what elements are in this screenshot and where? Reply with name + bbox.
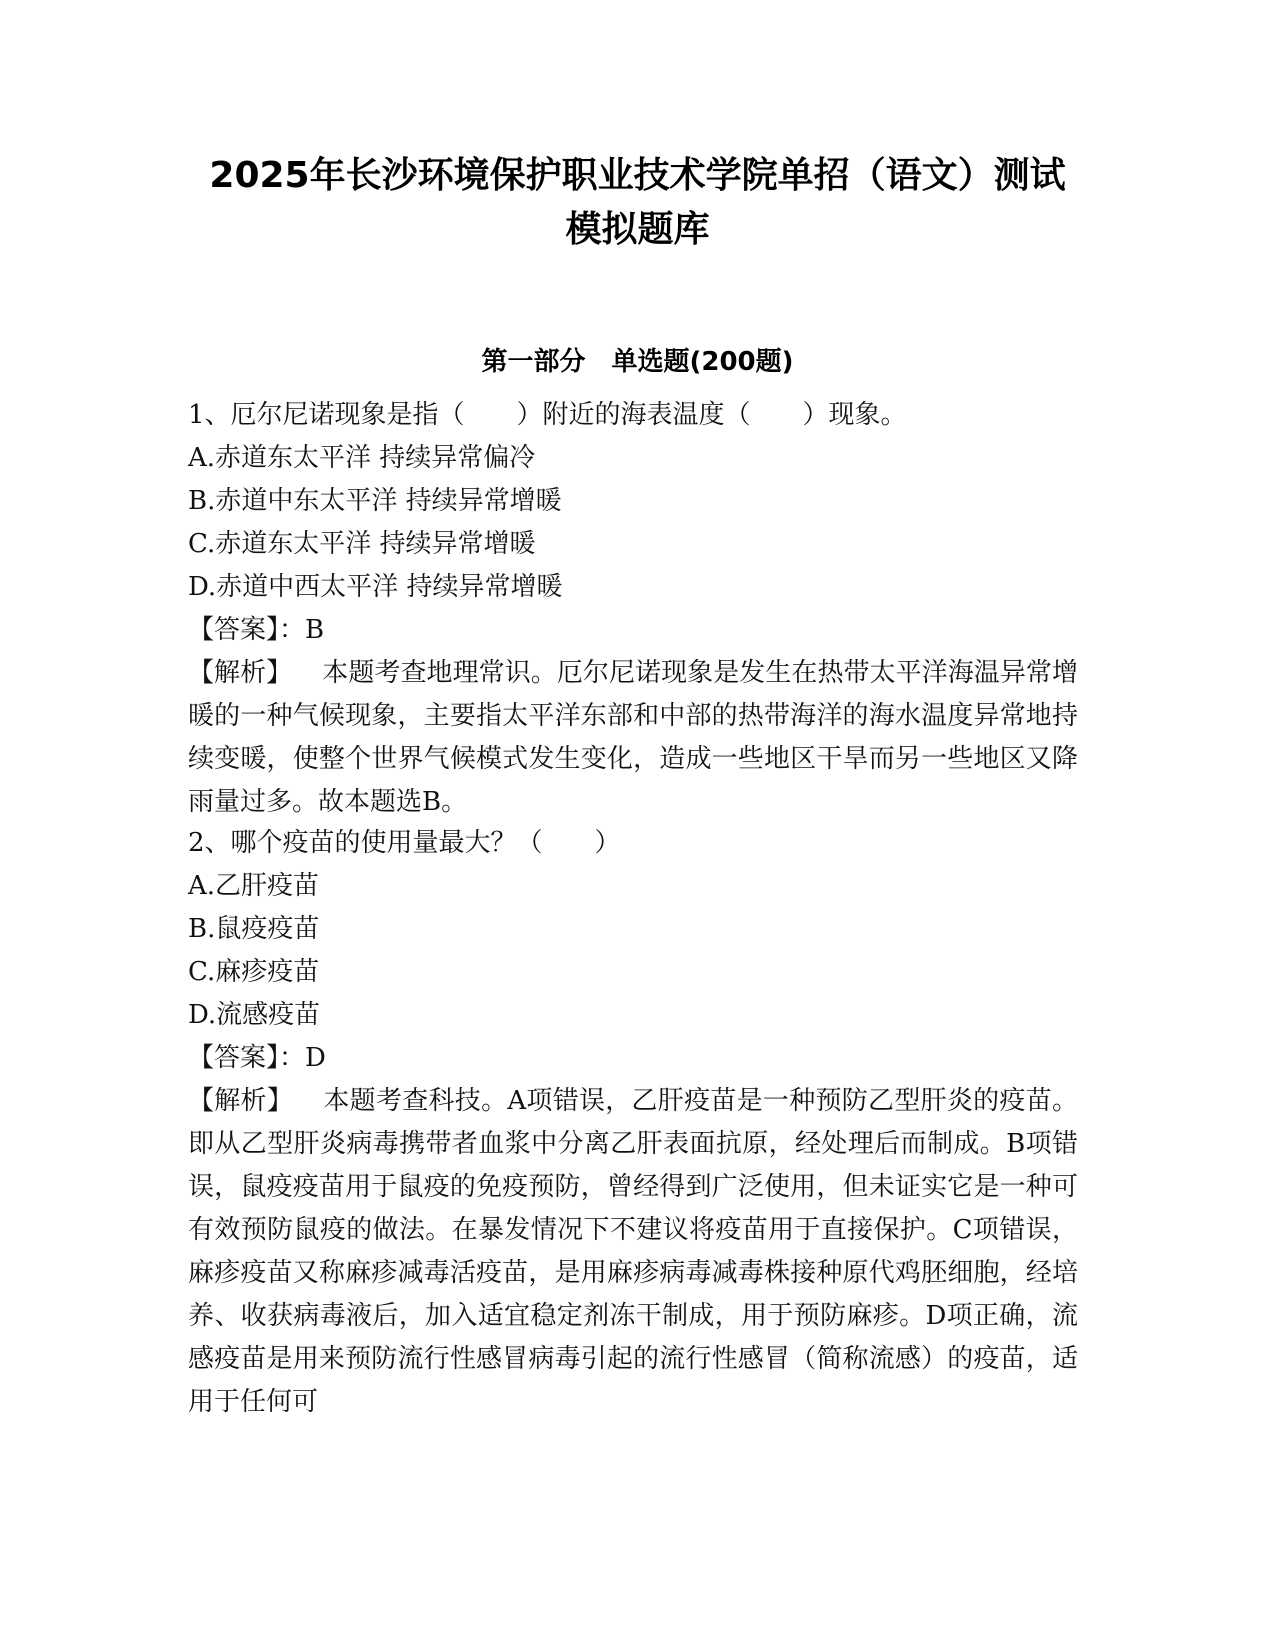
- section-heading: 第一部分 单选题(200题): [481, 347, 794, 377]
- answer-value: B: [305, 615, 325, 645]
- answer-line: [188, 1037, 1088, 1080]
- analysis-label: 【解析】: [188, 658, 293, 688]
- option-b: B.鼠疫疫苗: [188, 914, 320, 944]
- option-c: C.赤道东太平洋 持续异常增暖: [188, 529, 536, 559]
- option-a: A.乙肝疫苗: [188, 871, 320, 901]
- answer-line: [188, 609, 1088, 652]
- analysis-label: 【解析】: [188, 1086, 294, 1116]
- option-d: D.流感疫苗: [188, 1000, 321, 1030]
- option-c: C.麻疹疫苗: [188, 957, 320, 987]
- document-title-line-1: 2025年长沙环境保护职业技术学院单招（语文）测试: [209, 155, 1066, 196]
- question-stem: 1、厄尔尼诺现象是指（ ）附近的海表温度（ ）现象。: [188, 400, 907, 430]
- answer-label: 【答案】：: [188, 1043, 306, 1073]
- option-d: D.赤道中西太平洋 持续异常增暖: [188, 572, 563, 602]
- analysis-text: 本题考查科技。A项错误，乙肝疫苗是一种预防乙型肝炎的疫苗。即从乙型肝炎病毒携带者血浆中分离乙肝表面抗原，经处理后而制成。B项错误，鼠疫疫苗用于鼠疫的免疫预防，曾经得到广泛使用，但未证实它是一种可有效预防鼠疫的做法。在暴发情况下不建议将疫苗用于直接保护。C项错误，麻疹疫苗又称麻疹减毒活疫苗，是用麻疹病毒减毒株接种原代鸡胚细胞，经培养、收获病毒液后，加入适宜稳定剂冻干制成，用于预防麻疹。D项正确，流感疫苗是用来预防流行性感冒病毒引起的流行性感冒（简称流感）的疫苗，适用于任何可: [188, 1086, 1078, 1417]
- analysis-text: 本题考查地理常识。厄尔尼诺现象是发生在热带太平洋海温异常增暖的一种气候现象，主要指太平洋东部和中部的热带海洋的海水温度异常地持续变暖，使整个世界气候模式发生变化，造成一些地区干旱而另一些地区又降雨量过多。故本题选B。: [188, 658, 1078, 817]
- option-b: B.赤道中东太平洋 持续异常增暖: [188, 486, 562, 516]
- question-stem: 2、哪个疫苗的使用量最大？（ ）: [188, 828, 621, 858]
- answer-label: 【答案】：: [188, 615, 306, 645]
- question-1: [188, 394, 1088, 824]
- analysis-paragraph: [188, 652, 1078, 824]
- analysis-paragraph: [188, 1080, 1078, 1424]
- document-title-line-2: 模拟题库: [565, 209, 710, 250]
- answer-value: D: [305, 1043, 326, 1073]
- option-a: A.赤道东太平洋 持续异常偏冷: [188, 443, 536, 473]
- question-2: [188, 822, 1088, 1424]
